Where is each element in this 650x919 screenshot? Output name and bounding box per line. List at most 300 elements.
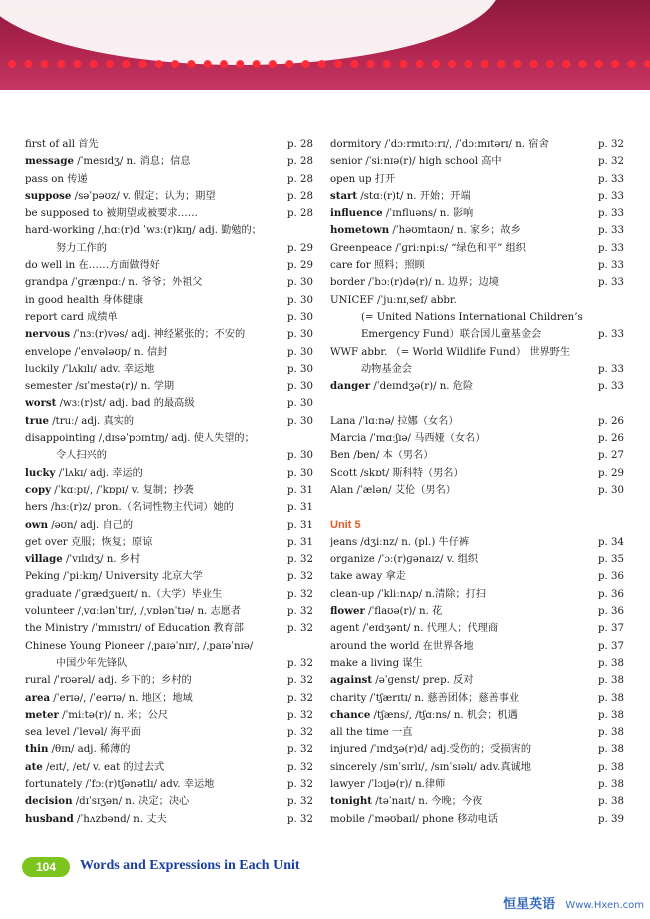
vocab-entry [330,568,624,585]
vocab-entry [330,724,624,741]
entry-text [330,638,596,655]
vocab-entry [25,759,313,776]
headword: suppose [25,189,72,202]
page-reference: p. 38 [598,744,624,756]
entry-text [25,793,285,810]
entry-text [25,257,285,274]
vocab-entry [330,811,624,828]
page-reference: p. 33 [598,208,624,220]
page-reference: p. 36 [598,606,624,618]
spacer [330,499,624,516]
entry-text [25,413,285,430]
page-reference: p. 32 [287,623,313,635]
headword: meter [25,708,59,721]
entry-text [25,136,285,153]
entry-definition: Scott /skɒt/ 斯科特（男名） [330,467,464,479]
entry-definition: report card 成绩单 [25,311,118,323]
entry-text [361,326,596,343]
vocab-entry [25,707,313,724]
vocab-entry [25,551,313,568]
vocab-entry [330,759,624,776]
entry-text [330,724,596,741]
vocab-entry [25,811,313,828]
entry-definition: envelope /ˈenvələʊp/ n. 信封 [25,346,168,358]
entry-definition: hers /hɜː(r)z/ pron.（名词性物主代词）她的 [25,502,234,514]
vocab-entry [330,776,624,793]
vocab-entry [25,690,313,707]
entry-text [25,707,285,724]
page-reference: p. 30 [287,329,313,341]
entry-definition: /ˈlʌkɪ/ adj. 幸运的 [55,467,143,479]
page-reference: p. 33 [598,260,624,272]
entry-text [330,136,596,153]
page-reference: p. 37 [598,640,624,652]
entry-text [330,465,596,482]
vocab-entry [330,465,624,482]
entry-definition: all the time 一直 [330,727,413,739]
entry-text [25,603,285,620]
vocab-entry [25,326,313,343]
page-reference: p. 31 [287,502,313,514]
entry-text [25,551,285,568]
headword: area [25,691,51,704]
entry-text [25,759,285,776]
entry-text [25,292,285,309]
page-reference: p. 26 [598,433,624,445]
entry-definition: clean-up /ˈkliːnʌp/ n.清除；打扫 [330,588,486,600]
vocab-entry [330,274,624,291]
headword: true [25,414,49,427]
entry-definition: graduate /ˈɡrædʒueɪt/ n.（大学）毕业生 [25,588,223,600]
entry-definition: /dɪˈsɪʒən/ n. 决定；决心 [72,796,190,808]
entry-definition: organize /ˈɔː(r)ɡənaɪz/ v. 组织 [330,554,479,566]
entry-text [25,638,285,655]
entry-definition: /əˈɡenst/ prep. 反对 [372,675,474,687]
entry-definition: do well in 在……方面做得好 [25,260,160,272]
page-reference: p. 32 [287,606,313,618]
vocab-entry [330,638,624,655]
entry-text [25,586,285,603]
entry-definition: be supposed to 被期望或被要求…… [25,208,198,220]
page-reference: p. 36 [598,571,624,583]
entry-text [56,447,285,464]
vocab-entry [25,240,313,257]
vocab-entry [25,499,313,516]
headword: influence [330,207,383,220]
entry-definition: rural /ˈrʊərəl/ adj. 乡下的；乡村的 [25,675,192,687]
entry-text [330,482,596,499]
entry-text [330,811,596,828]
vocab-entry [330,257,624,274]
entry-text [25,499,285,516]
page-reference: p. 32 [287,709,313,721]
entry-text [330,793,596,810]
headword: flower [330,605,365,618]
entry-text [330,620,596,637]
vocab-entry [330,344,624,361]
vocab-entry [330,171,624,188]
page-reference: p. 27 [598,450,624,462]
vocab-entry [25,638,313,655]
entry-definition: /stɑː(r)t/ n. 开始；开端 [357,190,471,202]
vocab-entry [330,586,624,603]
vocab-entry [25,724,313,741]
page-reference: p. 30 [287,381,313,393]
page-reference: p. 32 [287,761,313,773]
vocab-entry [25,672,313,689]
page-reference: p. 30 [287,363,313,375]
left-column [25,136,313,828]
entry-text [330,672,596,689]
right-column-list-c [330,534,624,828]
vocab-entry [25,171,313,188]
vocab-entry [330,413,624,430]
entry-definition: sincerely /sɪnˈsɪrlɪ/, /sɪnˈsɪəlɪ/ adv.真诚地 [330,761,531,773]
vocab-entry [330,707,624,724]
entry-definition: pass on 传递 [25,173,88,185]
entry-definition: 动物基金会 [361,363,412,375]
banner-curve [0,0,500,65]
entry-text [25,309,285,326]
page-reference: p. 38 [598,692,624,704]
vocab-entry [330,361,624,378]
entry-text [25,153,285,170]
vocab-entry [25,395,313,412]
entry-text [330,344,596,361]
entry-definition: Lana /ˈlɑːnə/ 拉娜（女名） [330,415,459,427]
entry-text [56,655,285,672]
page-reference: p. 39 [598,813,624,825]
page-reference: p. 29 [287,260,313,272]
entry-text [25,724,285,741]
vocab-entry [330,292,624,309]
vocab-entry [25,274,313,291]
page-reference: p. 38 [598,778,624,790]
header-banner [0,0,650,90]
entry-text [330,551,596,568]
page-reference: p. 32 [287,571,313,583]
entry-text [330,240,596,257]
entry-definition: Emergency Fund）联合国儿童基金会 [361,329,542,341]
vocab-entry [25,620,313,637]
entry-definition: lawyer /ˈlɔɪjə(r)/ n.律师 [330,778,446,790]
headword: worst [25,397,57,410]
entry-text [25,344,285,361]
entry-text [330,776,596,793]
entry-definition: WWF abbr. （= World Wildlife Fund） 世界野生 [330,346,571,358]
vocab-entry [330,240,624,257]
unit-heading: Unit 5 [330,518,361,531]
page-number-badge: 104 [22,857,70,877]
vocab-entry [330,741,624,758]
entry-text [25,482,285,499]
page-reference: p. 30 [287,311,313,323]
page-reference: p. 32 [287,657,313,669]
entry-text [25,776,285,793]
vocab-entry [330,551,624,568]
entry-definition: /wɜː(r)st/ adj. bad 的最高级 [56,398,195,410]
vocab-entry [330,153,624,170]
entry-definition: the Ministry /ˈmɪnɪstrɪ/ of Education 教育部 [25,623,244,635]
page-reference: p. 28 [287,190,313,202]
headword: chance [330,708,371,721]
page-reference: p. 32 [287,813,313,825]
page-reference: p. 38 [598,709,624,721]
vocab-entry [25,465,313,482]
entry-definition: sea level /ˈlevəl/ 海平面 [25,727,141,739]
vocab-entry [25,257,313,274]
vocab-entry [330,620,624,637]
page-reference: p. 30 [287,346,313,358]
vocab-entry [25,136,313,153]
headword: nervous [25,328,71,341]
page-reference: p. 30 [287,294,313,306]
headword: message [25,155,74,168]
entry-text [25,534,285,551]
entry-definition: Alan /ˈælən/ 艾伦（男名） [330,484,456,496]
page-reference: p. 28 [287,173,313,185]
entry-text [330,222,596,239]
page-reference: p. 38 [598,675,624,687]
entry-text [25,188,285,205]
vocab-entry [25,776,313,793]
watermark [503,893,644,912]
banner-dot-row [4,57,650,71]
entry-definition: /ˈmiːtə(r)/ n. 米；公尺 [58,709,169,721]
vocab-entry [330,326,624,343]
entry-text [330,153,596,170]
page-reference: p. 33 [598,225,624,237]
vocab-entry [25,344,313,361]
entry-text [25,205,285,222]
entry-text [330,188,596,205]
entry-text [361,361,596,378]
entry-text [25,361,285,378]
right-column-list-a [330,136,624,395]
headword: tonight [330,795,373,808]
page-reference: p. 33 [598,190,624,202]
entry-text [25,222,285,239]
vocab-entry [25,568,313,585]
entry-definition: /ˈflaʊə(r)/ n. 花 [364,606,443,618]
page-reference: p. 32 [287,796,313,808]
entry-text [330,741,596,758]
entry-text [25,517,285,534]
entry-text [25,171,285,188]
entry-text [330,534,596,551]
vocab-entry [330,793,624,810]
page-reference: p. 32 [287,744,313,756]
vocab-entry [330,655,624,672]
entry-text [330,205,596,222]
entry-definition: first of all 首先 [25,139,99,150]
entry-definition: injured /ˈɪndʒə(r)d/ adj.受伤的；受损害的 [330,744,532,756]
entry-text [56,240,285,257]
entry-text [25,672,285,689]
entry-definition: disappointing /ˌdɪsəˈpɔɪntɪŋ/ adj. 使人失望的； [25,433,255,445]
vocab-entry [25,309,313,326]
watermark-brand: 恒星英语 [503,897,556,912]
page-reference: p. 30 [287,398,313,410]
headword: hometown [330,224,390,237]
page-reference: p. 33 [598,381,624,393]
entry-definition: volunteer /ˌvɑːlənˈtɪr/, /ˌvɒlənˈtɪə/ n. 志愿者 [25,606,242,618]
vocab-entry [25,793,313,810]
page-reference: p. 37 [598,623,624,635]
entry-definition: senior /ˈsiːnɪə(r)/ high school 高中 [330,156,502,168]
entry-text [25,741,285,758]
vocab-entry [25,292,313,309]
entry-definition: /ˈnɜː(r)vəs/ adj. 神经紧张的；不安的 [70,329,246,341]
entry-definition: around the world 在世界各地 [330,640,474,652]
vocab-entry [330,690,624,707]
entry-definition: jeans /dʒiːnz/ n. (pl.) 牛仔裤 [330,536,470,548]
page-reference: p. 32 [598,139,624,150]
vocab-entry [330,205,624,222]
entry-definition: 努力工作的 [56,242,107,254]
page-reference: p. 32 [287,727,313,739]
headword: village [25,553,63,566]
headword: against [330,674,373,687]
vocab-entry [25,430,313,447]
vocab-entry [25,603,313,620]
entry-definition: /ˈmesɪdʒ/ n. 消息；信息 [73,156,191,168]
entry-definition: fortunately /ˈfɔː(r)tʃənətlɪ/ adv. 幸运地 [25,778,215,790]
entry-text [330,413,596,430]
page-reference: p. 30 [287,415,313,427]
vocab-entry [330,534,624,551]
vocab-entry [25,378,313,395]
vocab-entry [25,517,313,534]
headword: husband [25,812,74,825]
page-reference: p. 30 [287,277,313,289]
page-reference: p. 32 [287,554,313,566]
vocab-entry [330,136,624,153]
entry-definition: /ˈhəʊmtaʊn/ n. 家乡；故乡 [389,225,521,237]
entry-definition: dormitory /ˈdɔːrmɪtɔːrɪ/, /ˈdɔːmɪtərɪ/ n. 宿舍 [330,139,549,150]
page-reference: p. 31 [287,519,313,531]
entry-definition: /səˈpəʊz/ v. 假定；认为；期望 [71,190,216,202]
entry-text [330,378,596,395]
footer-title: Words and Expressions in Each Unit [80,858,300,873]
vocab-entry [25,188,313,205]
page-reference: p. 33 [598,242,624,254]
vocab-entry [330,222,624,239]
vocab-entry [330,378,624,395]
page-reference: p. 29 [287,242,313,254]
entry-definition: luckily /ˈlʌkɪlɪ/ adv. 幸运地 [25,363,155,375]
entry-definition: mobile /ˈməʊbaɪl/ phone 移动电话 [330,813,498,825]
page-reference: p. 33 [598,277,624,289]
page-reference: p. 33 [598,173,624,185]
vocab-entry [25,447,313,464]
entry-definition: open up 打开 [330,173,396,185]
vocab-entry [330,447,624,464]
entry-text [25,811,285,828]
entry-text [330,171,596,188]
page-reference: p. 28 [287,156,313,168]
vocab-entry [25,153,313,170]
entry-text [361,309,596,326]
entry-definition: grandpa /ˈɡrænpɑː/ n. 爷爷；外祖父 [25,277,203,289]
entry-definition: make a living 谋生 [330,657,423,669]
entry-definition: /truː/ adj. 真实的 [48,415,135,427]
entry-text [25,395,285,412]
vocab-entry [330,430,624,447]
entry-definition: UNICEF /ˈjuːnɪˌsef/ abbr. [330,294,457,306]
entry-definition: /ˈerɪə/, /ˈeərɪə/ n. 地区；地域 [50,692,193,704]
entry-text [25,378,285,395]
entry-text [330,586,596,603]
entry-text [330,447,596,464]
headword: thin [25,743,49,756]
vocab-entry [25,361,313,378]
entry-text [330,257,596,274]
vocab-entry [25,534,313,551]
entry-definition: border /ˈbɔː(r)də(r)/ n. 边界；边境 [330,277,499,289]
entry-text [330,690,596,707]
entry-text [25,326,285,343]
page-reference: p. 32 [287,692,313,704]
entry-definition: charity /ˈtʃærɪtɪ/ n. 慈善团体；慈善事业 [330,692,520,704]
page-reference: p. 34 [598,536,624,548]
entry-text [330,292,596,309]
vocab-entry [25,222,313,239]
page-reference: p. 38 [598,727,624,739]
entry-definition: care for 照料；照顾 [330,260,425,272]
headword: own [25,518,48,531]
entry-definition: Chinese Young Pioneer /ˌpaɪəˈnɪr/, /ˌpaɪəˈnɪə/ [25,640,254,652]
entry-text [25,274,285,291]
entry-text [25,568,285,585]
page-reference: p. 32 [287,675,313,687]
entry-text [330,274,596,291]
vocab-entry [330,482,624,499]
page-reference: p. 38 [598,761,624,773]
entry-definition: /tʃæns/, /tʃɑːns/ n. 机会；机遇 [370,709,518,721]
entry-definition: semester /sɪˈmestə(r)/ n. 学期 [25,381,175,393]
entry-definition: /ˈɪnfluəns/ n. 影响 [382,208,474,220]
entry-text [25,465,285,482]
entry-text [330,603,596,620]
page-reference: p. 32 [598,156,624,168]
spacer [330,395,624,412]
headword: start [330,189,358,202]
page-reference: p. 30 [287,450,313,462]
vocab-entry [330,672,624,689]
entry-definition: 令人扫兴的 [56,450,107,462]
page-reference: p. 32 [287,588,313,600]
entry-definition: Peking /ˈpiːkɪŋ/ University 北京大学 [25,571,203,583]
entry-definition: Ben /ben/ 本（男名） [330,450,434,462]
headword: ate [25,760,43,773]
entry-definition: agent /ˈeɪdʒənt/ n. 代理人；代理商 [330,623,499,635]
entry-text [330,655,596,672]
entry-definition: /ˈvɪlɪdʒ/ n. 乡村 [62,554,141,566]
entry-definition: take away 拿走 [330,571,406,583]
page-reference: p. 28 [287,208,313,220]
entry-definition: in good health 身体健康 [25,294,144,306]
page-reference: p. 29 [598,467,624,479]
headword: copy [25,483,52,496]
right-column-list-b [330,413,624,499]
entry-definition: Greenpeace /ˈɡriːnpiːs/ “绿色和平” 组织 [330,242,526,254]
page-reference: p. 38 [598,796,624,808]
page-reference: p. 33 [598,363,624,375]
entry-text [25,430,285,447]
page-reference: p. 38 [598,657,624,669]
page-reference: p. 30 [598,484,624,496]
